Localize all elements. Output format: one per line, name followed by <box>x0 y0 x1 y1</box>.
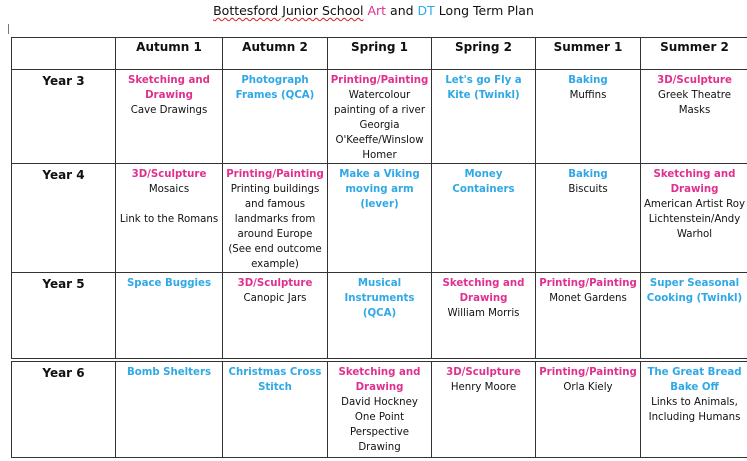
topic-detail: Canopic Jars <box>243 293 307 304</box>
year-label: Year 3 <box>12 70 116 164</box>
plan-cell <box>116 164 223 273</box>
dt-topic: Make a Viking moving arm (lever) <box>339 169 420 210</box>
margin-mark <box>8 24 9 34</box>
dt-topic: Photograph Frames (QCA) <box>235 75 315 101</box>
title-and: and <box>390 3 414 18</box>
plan-cell <box>328 362 432 458</box>
corner-cell <box>12 38 116 70</box>
topic-detail: Biscuits <box>568 184 608 195</box>
school-name: Bottesford Junior School <box>213 3 364 18</box>
header-summer-1: Summer 1 <box>536 38 641 70</box>
dt-topic: Musical Instruments (QCA) <box>344 278 415 319</box>
title-dt: DT <box>417 3 435 18</box>
dt-topic: Super Seasonal Cooking (Twinkl) <box>646 278 743 304</box>
topic-detail: Mosaics <box>148 184 190 195</box>
table-row <box>12 164 747 273</box>
plan-cell <box>328 273 432 359</box>
plan-cell <box>536 164 641 273</box>
art-topic: Sketching and Drawing <box>338 367 421 393</box>
plan-cell <box>223 164 328 273</box>
header-autumn-2: Autumn 2 <box>223 38 328 70</box>
topic-detail: Links to Animals, Including Humans <box>648 397 741 423</box>
title-art: Art <box>367 3 387 18</box>
dt-topic: Christmas Cross Stitch <box>228 367 322 393</box>
plan-cell <box>223 273 328 359</box>
title-rest: Long Term Plan <box>438 3 534 18</box>
plan-cell <box>328 164 432 273</box>
plan-cell <box>223 362 328 458</box>
plan-cell <box>116 70 223 164</box>
plan-cell <box>432 362 536 458</box>
header-spring-1: Spring 1 <box>328 38 432 70</box>
plan-table-year-6 <box>11 361 747 458</box>
dt-topic: Baking <box>568 75 608 86</box>
topic-detail: William Morris <box>447 308 520 319</box>
header-spring-2: Spring 2 <box>432 38 536 70</box>
year-label: Year 6 <box>12 362 116 458</box>
header-summer-2: Summer 2 <box>641 38 747 70</box>
dt-topic: Money Containers <box>452 169 515 195</box>
dt-topic: Baking <box>568 169 608 180</box>
year-label: Year 4 <box>12 164 116 273</box>
topic-detail: Link to the Romans <box>119 214 219 225</box>
topic-detail: American Artist Roy Lichtenstein/Andy Warhol <box>643 199 746 240</box>
plan-cell <box>116 273 223 359</box>
plan-cell <box>223 70 328 164</box>
art-topic: 3D/Sculpture <box>131 169 207 180</box>
plan-cell <box>536 70 641 164</box>
art-topic: Printing/Painting <box>330 75 429 86</box>
plan-cell <box>432 164 536 273</box>
plan-cell <box>536 273 641 359</box>
topic-detail: David Hockney One Point Perspective Drawing <box>341 397 418 453</box>
topic-detail: Muffins <box>569 90 607 101</box>
topic-detail: Henry Moore <box>450 382 517 393</box>
art-topic: 3D/Sculpture <box>237 278 313 289</box>
topic-detail: Watercolour painting of a river Georgia O'Keeffe/Winslow Homer <box>333 90 426 161</box>
plan-cell <box>641 70 747 164</box>
art-topic: Printing/Painting <box>539 278 637 289</box>
plan-cell <box>116 362 223 458</box>
plan-cell <box>328 70 432 164</box>
topic-detail: Printing buildings and famous landmarks from around Europe (See end outcome example) <box>228 184 322 270</box>
dt-topic: The Great Bread Bake Off <box>647 367 742 393</box>
topic-detail: Orla Kiely <box>563 382 613 393</box>
plan-cell <box>432 273 536 359</box>
page-title <box>0 3 747 19</box>
plan-cell <box>641 164 747 273</box>
art-topic: 3D/Sculpture <box>657 75 732 86</box>
header-autumn-1: Autumn 1 <box>116 38 223 70</box>
header-row <box>12 38 747 70</box>
topic-detail: Greek Theatre Masks <box>658 90 731 116</box>
table-row <box>12 362 747 458</box>
plan-cell <box>641 273 747 359</box>
year-label: Year 5 <box>12 273 116 359</box>
art-topic: 3D/Sculpture <box>446 367 521 378</box>
art-topic: Printing/Painting <box>226 169 324 180</box>
dt-topic: Bomb Shelters <box>126 367 212 378</box>
art-topic: Sketching and Drawing <box>128 75 210 101</box>
art-topic: Printing/Painting <box>539 367 637 378</box>
table-row <box>12 273 747 359</box>
plan-cell <box>536 362 641 458</box>
plan-table-main <box>11 37 747 359</box>
art-topic: Sketching and Drawing <box>653 169 736 195</box>
table-row <box>12 70 747 164</box>
dt-topic: Space Buggies <box>126 278 212 289</box>
plan-cell <box>432 70 536 164</box>
topic-detail: Monet Gardens <box>549 293 627 304</box>
topic-detail: Cave Drawings <box>130 105 208 116</box>
spacer <box>118 197 220 212</box>
art-topic: Sketching and Drawing <box>442 278 525 304</box>
plan-cell <box>641 362 747 458</box>
dt-topic: Let's go Fly a Kite (Twinkl) <box>445 75 522 101</box>
